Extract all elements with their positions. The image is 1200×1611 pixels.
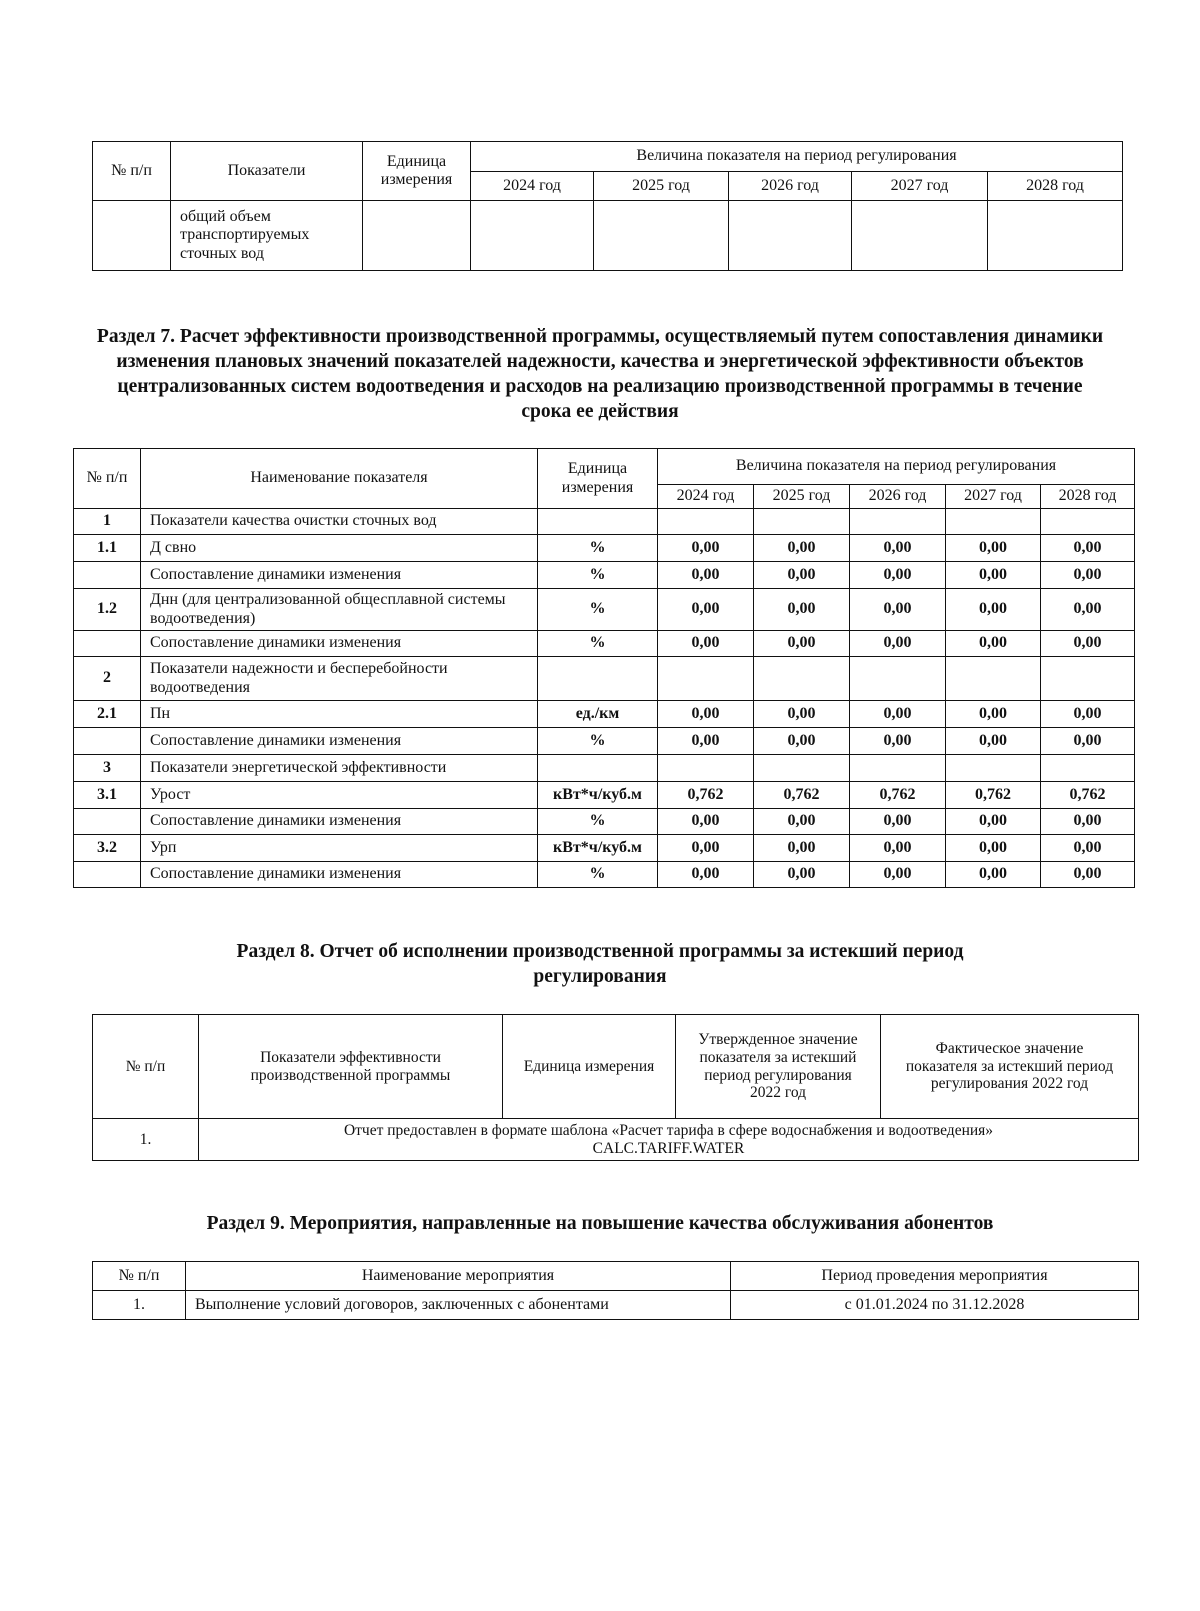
row-name: Днн (для централизованной общесплавной системы водоотведения): [141, 589, 538, 631]
header-num: № п/п: [74, 449, 141, 509]
row-value: 0,00: [658, 631, 754, 657]
table-row: [74, 509, 1135, 535]
row-unit: ед./км: [538, 701, 658, 728]
row-value: 0,00: [658, 862, 754, 888]
row-value: 0,00: [1041, 862, 1135, 888]
row-unit: [538, 755, 658, 782]
row-value: 0,762: [1041, 782, 1135, 809]
row-value: [1041, 657, 1135, 701]
row-unit: [363, 201, 471, 271]
row-num: [74, 631, 141, 657]
report-note-line2: CALC.TARIFF.WATER: [592, 1139, 745, 1157]
row-name: Сопоставление динамики изменения: [141, 862, 538, 888]
header-approved: Утвержденное значение показателя за истекший период регулирования 2022 год: [676, 1015, 881, 1119]
row-value: [754, 509, 850, 535]
row-value: 0,00: [946, 535, 1041, 562]
header-year-2026: 2026 год: [850, 485, 946, 509]
header-unit: Единица измерения: [538, 449, 658, 509]
header-name: Наименование показателя: [141, 449, 538, 509]
table-row: [74, 728, 1135, 755]
row-value: 0,00: [946, 809, 1041, 835]
row-value: 0,00: [754, 835, 850, 862]
header-num: № п/п: [93, 1015, 199, 1119]
row-value: 0,762: [850, 782, 946, 809]
row-unit: %: [538, 562, 658, 589]
activity-period: с 01.01.2024 по 31.12.2028: [731, 1291, 1139, 1320]
row-value: [594, 201, 729, 271]
report-table: [92, 1014, 1139, 1161]
row-value: 0,00: [1041, 535, 1135, 562]
row-value: 0,00: [850, 835, 946, 862]
table-row: [74, 562, 1135, 589]
header-actual: Фактическое значение показателя за истекший период регулирования 2022 год: [881, 1015, 1139, 1119]
row-value: 0,00: [658, 562, 754, 589]
row-unit: %: [538, 728, 658, 755]
row-value: [850, 755, 946, 782]
row-num: [74, 728, 141, 755]
header-num: № п/п: [93, 1262, 186, 1291]
row-value: 0,00: [850, 631, 946, 657]
row-value: [988, 201, 1123, 271]
header-indicator: Показатели: [171, 142, 363, 201]
row-value: [658, 755, 754, 782]
header-year-2027: 2027 год: [852, 172, 988, 201]
row-value: [850, 509, 946, 535]
row-name: Д свно: [141, 535, 538, 562]
row-value: 0,00: [1041, 562, 1135, 589]
row-value: 0,00: [1041, 809, 1135, 835]
row-unit: [538, 657, 658, 701]
row-unit: кВт*ч/куб.м: [538, 835, 658, 862]
row-value: 0,00: [658, 589, 754, 631]
row-value: 0,00: [658, 701, 754, 728]
row-value: 0,00: [754, 535, 850, 562]
row-value: 0,00: [754, 589, 850, 631]
row-value: 0,00: [658, 809, 754, 835]
row-value: 0,00: [658, 835, 754, 862]
header-name: Наименование мероприятия: [186, 1262, 731, 1291]
row-name: Урп: [141, 835, 538, 862]
row-value: [946, 509, 1041, 535]
row-num: 3.2: [74, 835, 141, 862]
row-value: 0,762: [754, 782, 850, 809]
row-unit: %: [538, 809, 658, 835]
header-period: Величина показателя на период регулирования: [658, 449, 1135, 485]
row-value: 0,00: [946, 835, 1041, 862]
row-value: 0,00: [946, 562, 1041, 589]
section9-title: Раздел 9. Мероприятия, направленные на повышение качества обслуживания абонентов: [206, 1213, 994, 1234]
header-year-2026: 2026 год: [729, 172, 852, 201]
row-unit: [538, 509, 658, 535]
row-value: 0,00: [850, 809, 946, 835]
row-num: 2.1: [74, 701, 141, 728]
row-value: 0,00: [946, 862, 1041, 888]
row-name: Сопоставление динамики изменения: [141, 728, 538, 755]
row-value: 0,00: [1041, 589, 1135, 631]
row-num: 1.: [93, 1291, 186, 1320]
row-name: Показатели энергетической эффективности: [141, 755, 538, 782]
section8-title-line1: Раздел 8. Отчет об исполнении производственной программы за истекший период: [236, 941, 964, 962]
table-row: [93, 201, 1123, 271]
table-row: [74, 535, 1135, 562]
header-year-2025: 2025 год: [754, 485, 850, 509]
table-row: [74, 755, 1135, 782]
row-name: Показатели надежности и бесперебойности водоотведения: [141, 657, 538, 701]
header-year-2024: 2024 год: [471, 172, 594, 201]
row-value: 0,762: [946, 782, 1041, 809]
row-value: 0,00: [754, 631, 850, 657]
row-num: [74, 862, 141, 888]
row-num: 1.2: [74, 589, 141, 631]
efficiency-table: [73, 448, 1135, 888]
row-value: 0,00: [754, 562, 850, 589]
row-num: 1.: [93, 1119, 199, 1161]
report-note: [199, 1119, 1139, 1161]
row-num: 2: [74, 657, 141, 701]
header-year-2028: 2028 год: [988, 172, 1123, 201]
row-value: 0,00: [850, 589, 946, 631]
row-value: [850, 657, 946, 701]
row-value: 0,00: [946, 631, 1041, 657]
header-period: Величина показателя на период регулирования: [471, 142, 1123, 172]
table-row: [74, 701, 1135, 728]
row-name: общий объем транспортируемых сточных вод: [171, 201, 363, 271]
header-year-2025: 2025 год: [594, 172, 729, 201]
header-period: Период проведения мероприятия: [731, 1262, 1139, 1291]
row-num: 1.1: [74, 535, 141, 562]
row-num: 3.1: [74, 782, 141, 809]
table-row: [74, 782, 1135, 809]
row-value: 0,00: [658, 535, 754, 562]
activity-name: Выполнение условий договоров, заключенных с абонентами: [186, 1291, 731, 1320]
header-unit: Единица измерения: [363, 142, 471, 201]
row-value: [471, 201, 594, 271]
row-value: 0,00: [1041, 631, 1135, 657]
row-name: Сопоставление динамики изменения: [141, 809, 538, 835]
row-name: Пн: [141, 701, 538, 728]
row-value: 0,00: [754, 862, 850, 888]
row-value: [658, 657, 754, 701]
row-unit: %: [538, 862, 658, 888]
row-value: 0,00: [1041, 728, 1135, 755]
row-value: [754, 755, 850, 782]
activities-table: [92, 1261, 1139, 1320]
row-value: [946, 755, 1041, 782]
section7-title: Раздел 7. Расчет эффективности производственной программы, осуществляемый путем сопоставления динамики изменения плановых значений показателей надежности, качества и энергетической эффективности объектов централизованных систем водоотведения и расходов на реализацию производственной программы в течение срока ее действия: [96, 326, 1104, 422]
row-unit: %: [538, 631, 658, 657]
row-unit: %: [538, 535, 658, 562]
row-value: 0,00: [946, 728, 1041, 755]
row-value: [852, 201, 988, 271]
row-num: 1: [74, 509, 141, 535]
row-value: 0,00: [1041, 701, 1135, 728]
table-row: [74, 835, 1135, 862]
header-year-2024: 2024 год: [658, 485, 754, 509]
row-value: [754, 657, 850, 701]
row-value: 0,00: [850, 862, 946, 888]
volume-table: [92, 141, 1123, 271]
row-num: [74, 809, 141, 835]
row-unit: %: [538, 589, 658, 631]
table-row: [74, 862, 1135, 888]
row-name: Сопоставление динамики изменения: [141, 562, 538, 589]
row-num: [93, 201, 171, 271]
row-value: [1041, 755, 1135, 782]
row-value: 0,00: [946, 589, 1041, 631]
row-value: 0,00: [754, 728, 850, 755]
table-row: [74, 657, 1135, 701]
row-value: 0,00: [850, 728, 946, 755]
header-num: № п/п: [93, 142, 171, 201]
row-value: 0,00: [850, 535, 946, 562]
row-num: [74, 562, 141, 589]
header-year-2027: 2027 год: [946, 485, 1041, 509]
report-note-line1: Отчет предоставлен в формате шаблона «Расчет тарифа в сфере водоснабжения и водоотведения»: [343, 1121, 994, 1139]
table-row: [74, 809, 1135, 835]
row-value: 0,00: [1041, 835, 1135, 862]
row-value: [658, 509, 754, 535]
row-value: 0,762: [658, 782, 754, 809]
header-year-2028: 2028 год: [1041, 485, 1135, 509]
row-name: Показатели качества очистки сточных вод: [141, 509, 538, 535]
table-row: [74, 631, 1135, 657]
row-value: 0,00: [754, 809, 850, 835]
row-value: [946, 657, 1041, 701]
row-value: 0,00: [850, 701, 946, 728]
row-value: [729, 201, 852, 271]
row-value: 0,00: [754, 701, 850, 728]
row-name: Сопоставление динамики изменения: [141, 631, 538, 657]
section8-title-line2: регулирования: [533, 966, 667, 987]
row-name: Урост: [141, 782, 538, 809]
header-unit: Единица измерения: [503, 1015, 676, 1119]
row-num: 3: [74, 755, 141, 782]
row-value: 0,00: [658, 728, 754, 755]
table-row: [74, 589, 1135, 631]
row-value: 0,00: [850, 562, 946, 589]
row-value: 0,00: [946, 701, 1041, 728]
row-unit: кВт*ч/куб.м: [538, 782, 658, 809]
header-indicators: Показатели эффективности производственной программы: [199, 1015, 503, 1119]
row-value: [1041, 509, 1135, 535]
